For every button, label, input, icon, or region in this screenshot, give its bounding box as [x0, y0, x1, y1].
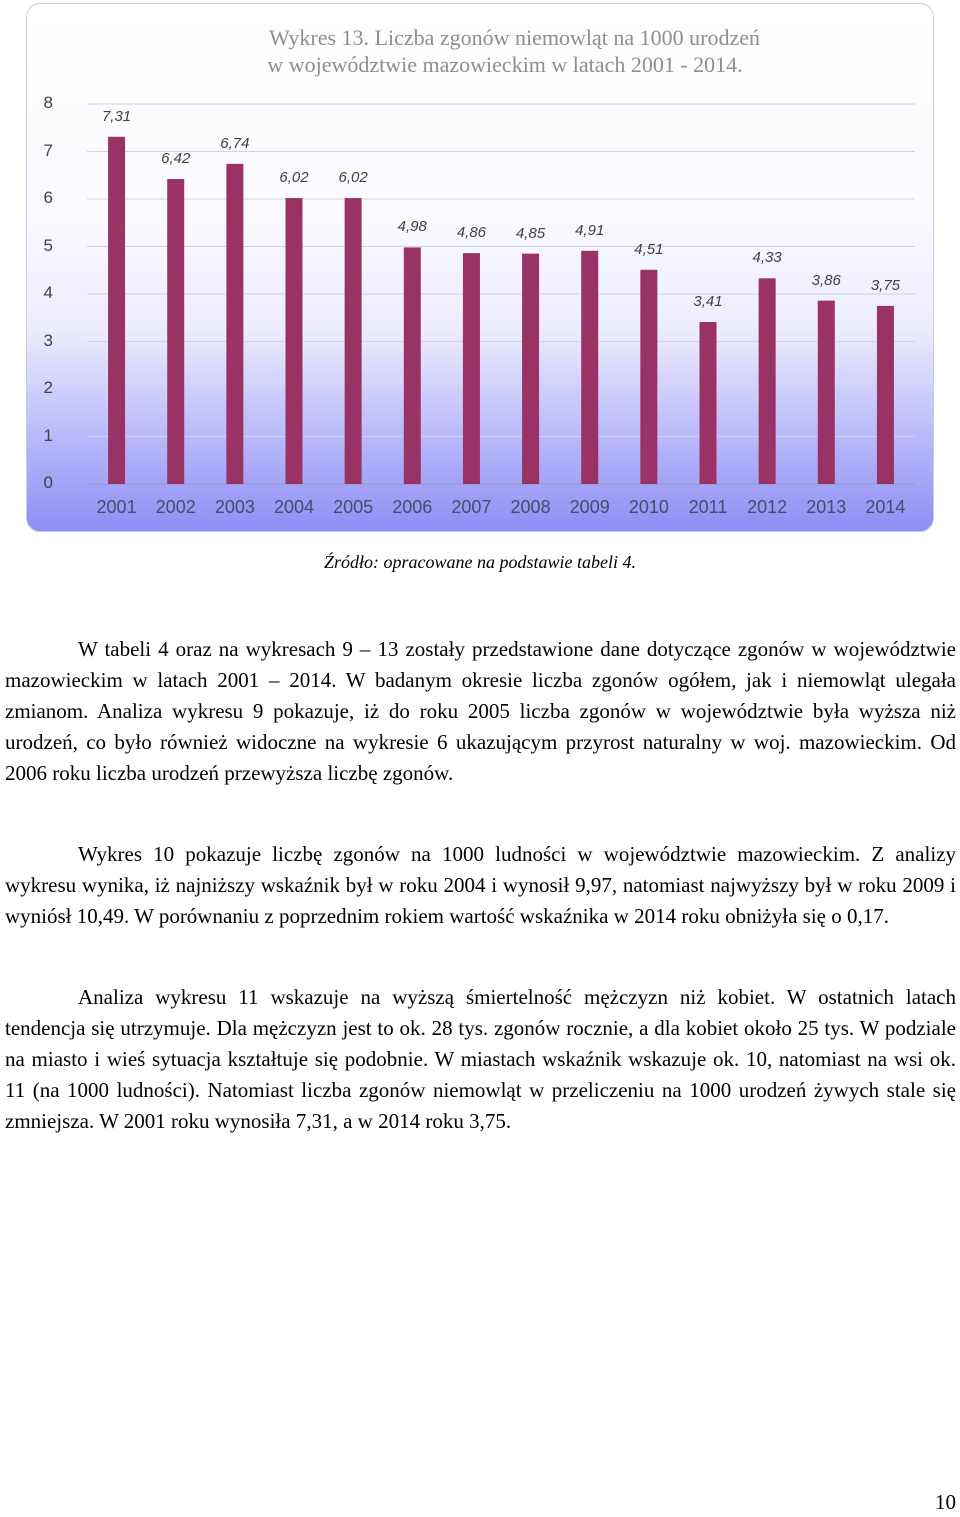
x-tick-label: 2005: [333, 497, 374, 517]
y-tick-label: 3: [43, 330, 53, 350]
bar: [877, 306, 894, 484]
data-label: 6,02: [279, 169, 309, 187]
bar: [226, 164, 243, 484]
x-tick-label: 2002: [155, 497, 196, 517]
paragraph-3: [5, 982, 956, 1137]
data-label: 4,85: [515, 224, 546, 242]
bar-chart: [27, 4, 934, 532]
paragraph-2-text: Wykres 10 pokazuje liczbę zgonów na 1000 ludności w województwie mazowieckim. Z analizy wykresu wynika, iż najniższy wskaźnik był w roku 2004 i wynosił 9,97, natomiast najwyższy był w roku 2009 i wyniósł 10,49. W porównaniu z poprzednim rokiem wartość wskaźnika w 2014 roku obniżyła się o 0,17.: [5, 842, 956, 928]
x-tick-label: 2004: [273, 497, 315, 517]
data-label: 4,91: [575, 221, 605, 239]
data-label: 7,31: [101, 107, 132, 125]
y-tick-label: 2: [43, 378, 53, 397]
data-label: 3,75: [870, 276, 901, 294]
x-tick-label: 2010: [628, 497, 669, 517]
paragraph-1-text: W tabeli 4 oraz na wykresach 9 – 13 zostały przedstawione dane dotyczące zgonów w województwie mazowieckim w latach 2001 – 2014. W badanym okresie liczba zgonów ogółem, jak i niemowląt ulegała zmianom. Analiza wykresu 9 pokazuje, iż do roku 2005 liczba zgonów w województwie była wyższa niż urodzeń, co było również widoczne na wykresie 6 ukazującym przyrost naturalny w woj. mazowieckim. Od 2006 roku liczba urodzeń przewyższa liczbę zgonów.: [5, 637, 956, 785]
bar: [818, 301, 835, 484]
bar: [463, 253, 480, 484]
y-tick-label: 8: [43, 93, 53, 112]
data-label: 3,86: [811, 271, 841, 289]
x-tick-label: 2007: [451, 497, 492, 517]
x-tick-label: 2013: [806, 497, 847, 517]
bar: [345, 198, 362, 484]
bar: [640, 270, 657, 484]
data-label: 6,02: [338, 169, 368, 187]
x-tick-label: 2012: [747, 497, 788, 517]
bar: [404, 247, 421, 484]
chart-title-line-2: w województwie mazowieckim w latach 2001 - 2014.: [267, 52, 743, 77]
data-label: 3,41: [693, 293, 723, 311]
bar: [700, 322, 717, 484]
data-label: 4,51: [634, 240, 664, 258]
data-label: 4,86: [456, 224, 487, 242]
chart-container: [26, 3, 934, 532]
bar: [286, 198, 303, 484]
x-tick-label: 2011: [688, 497, 728, 517]
page-number: 10: [935, 1490, 956, 1514]
x-tick-label: 2008: [510, 497, 551, 517]
data-label: 4,33: [752, 249, 782, 267]
x-tick-label: 2003: [214, 497, 255, 517]
x-tick-label: 2014: [865, 497, 906, 517]
x-tick-label: 2001: [96, 497, 137, 517]
data-label: 6,74: [220, 134, 250, 152]
bar: [759, 278, 776, 484]
bar: [522, 254, 539, 484]
paragraph-1: [5, 634, 956, 789]
bar: [167, 179, 184, 484]
data-label: 4,98: [397, 218, 427, 236]
y-tick-label: 4: [43, 283, 53, 302]
y-tick-label: 6: [43, 188, 53, 207]
y-tick-label: 1: [43, 425, 53, 445]
x-tick-label: 2009: [569, 497, 610, 517]
chart-title-line-1: Wykres 13. Liczba zgonów niemowląt na 1000 urodzeń: [268, 25, 761, 50]
x-tick-label: 2006: [392, 497, 433, 517]
y-tick-label: 0: [43, 473, 53, 492]
bar: [108, 137, 125, 484]
chart-title: [27, 24, 934, 78]
bar: [581, 251, 598, 484]
paragraph-2: [5, 839, 956, 932]
y-tick-label: 7: [43, 140, 53, 160]
data-label: 6,42: [161, 150, 191, 168]
chart-source: Źródło: opracowane na podstawie tabeli 4.: [324, 552, 636, 572]
y-tick-label: 5: [43, 235, 53, 255]
paragraph-3-text: Analiza wykresu 11 wskazuje na wyższą śmiertelność mężczyzn niż kobiet. W ostatnich latach tendencja się utrzymuje. Dla mężczyzn jest to ok. 28 tys. zgonów rocznie, a dla kobiet około 25 tys. W podziale na miasto i wieś sytuacja kształtuje się podobnie. W miastach wskaźnik wskazuje ok. 10, natomiast na wsi ok. 11 (na 1000 ludności). Natomiast liczba zgonów niemowląt w przeliczeniu na 1000 urodzeń żywych stale się zmniejsza. W 2001 roku wynosiła 7,31, a w 2014 roku 3,75.: [5, 985, 956, 1133]
